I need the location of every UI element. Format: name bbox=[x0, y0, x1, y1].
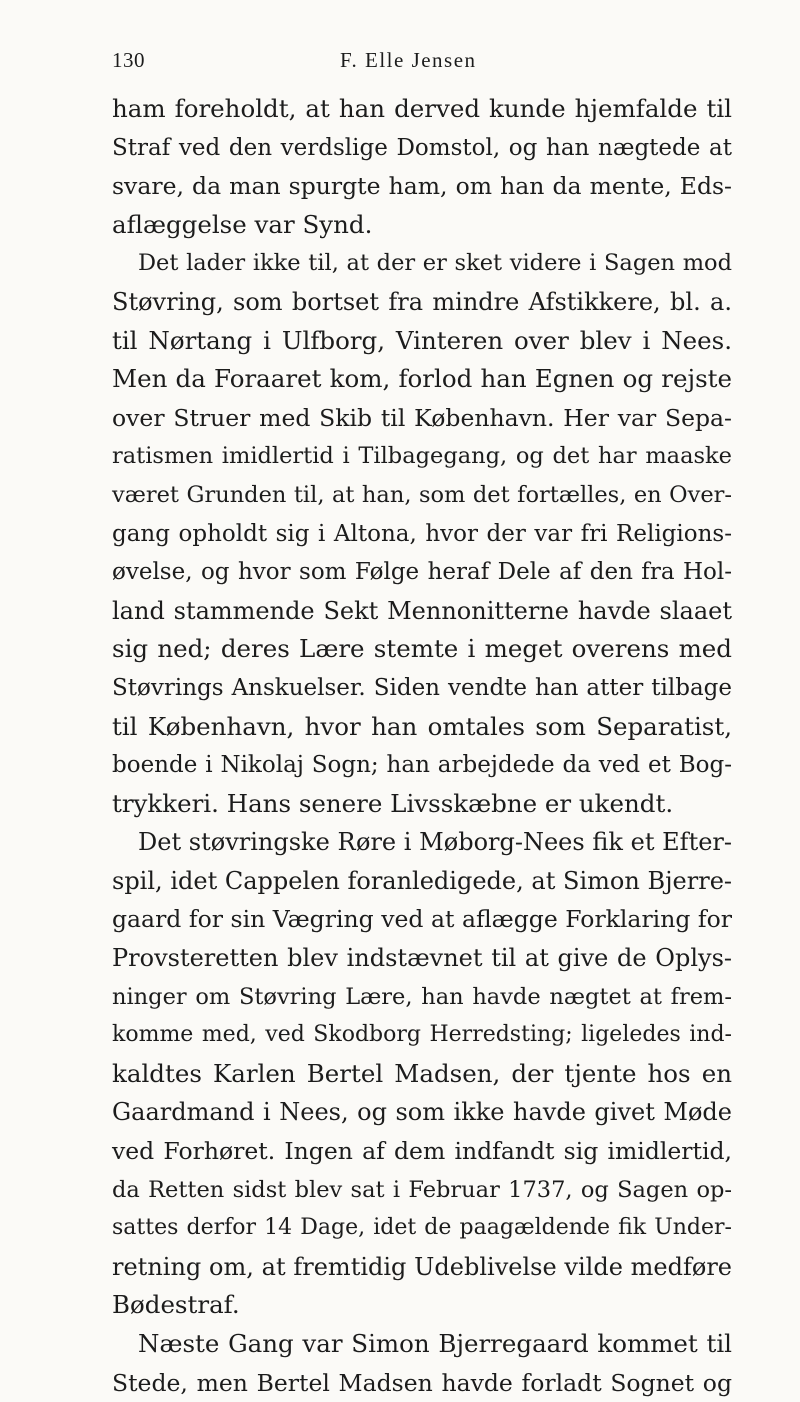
text-line: Men da Foraaret kom, forlod han Egnen og rejste bbox=[112, 364, 732, 394]
text-line: været Grunden til, at han, som det fortælles, en Over- bbox=[112, 481, 732, 508]
text-line: Støvrings Anskuelser. Siden vendte han atter tilbage bbox=[112, 674, 732, 701]
text-line: land stammende Sekt Mennonitterne havde slaaet bbox=[112, 596, 732, 625]
page-header bbox=[112, 44, 732, 74]
body-text bbox=[112, 90, 732, 1402]
text-line: boende i Nikolaj Sogn; han arbejdede da ved et Bog- bbox=[112, 752, 732, 779]
text-line: ratismen imidlertid i Tilbagegang, og det har maaske bbox=[112, 443, 732, 470]
text-line: trykkeri. Hans senere Livsskæbne er ukendt. bbox=[112, 788, 674, 818]
text-line: Bødestraf. bbox=[112, 1290, 240, 1320]
text-line: komme med, ved Skodborg Herredsting; ligeledes ind- bbox=[112, 1022, 732, 1048]
text-line: retning om, at fremtidig Udeblivelse vilde medføre bbox=[112, 1252, 732, 1281]
text-line: spil, idet Cappelen foranledigede, at Simon Bjerre- bbox=[112, 866, 732, 895]
text-line: Det lader ikke til, at der er sket videre i Sagen mod bbox=[138, 250, 732, 277]
text-line: over Struer med Skib til København. Her var Sepa- bbox=[112, 403, 732, 432]
text-line: Støvring, som bortset fra mindre Afstikkere, bl. a. bbox=[112, 287, 732, 316]
text-line: svare, da man spurgte ham, om han da mente, Eds- bbox=[112, 172, 732, 201]
running-head: F. Elle Jensen bbox=[340, 48, 477, 72]
text-line: Gaardmand i Nees, og som ikke havde givet Møde bbox=[112, 1098, 732, 1127]
text-line: Provsteretten blev indstævnet til at give de Oplys- bbox=[112, 944, 732, 973]
text-line: da Retten sidst blev sat i Februar 1737, og Sagen op- bbox=[112, 1176, 732, 1203]
page-number: 130 bbox=[112, 48, 145, 72]
text-line: til Nørtang i Ulfborg, Vinteren over blev i Nees. bbox=[112, 325, 732, 355]
text-line: Straf ved den verdslige Domstol, og han nægtede at bbox=[112, 134, 732, 161]
text-line: Næste Gang var Simon Bjerregaard kommet til bbox=[138, 1329, 732, 1358]
text-line: gang opholdt sig i Altona, hvor der var fri Religions- bbox=[112, 520, 732, 547]
text-line: Det støvringske Røre i Møborg-Nees fik et Efter- bbox=[138, 828, 732, 857]
text-line: gaard for sin Vægring ved at aflægge Forklaring for bbox=[112, 905, 732, 934]
text-line: sattes derfor 14 Dage, idet de paagældende fik Under- bbox=[112, 1215, 732, 1241]
text-line: kaldtes Karlen Bertel Madsen, der tjente hos en bbox=[112, 1058, 732, 1088]
text-line: aflæggelse var Synd. bbox=[112, 209, 373, 239]
text-line: ved Forhøret. Ingen af dem indfandt sig imidlertid, bbox=[112, 1137, 732, 1166]
text-line: til København, hvor han omtales som Separatist, bbox=[112, 711, 732, 741]
text-line: sig ned; deres Lære stemte i meget overens med bbox=[112, 634, 732, 664]
text-line: ham foreholdt, at han derved kunde hjemfalde til bbox=[112, 94, 732, 123]
text-line: ninger om Støvring Lære, han havde nægtet at frem- bbox=[112, 983, 732, 1010]
text-line: øvelse, og hvor som Følge heraf Dele af den fra Hol- bbox=[112, 559, 732, 586]
text-line: Stede, men Bertel Madsen havde forladt Sognet og bbox=[112, 1368, 732, 1397]
